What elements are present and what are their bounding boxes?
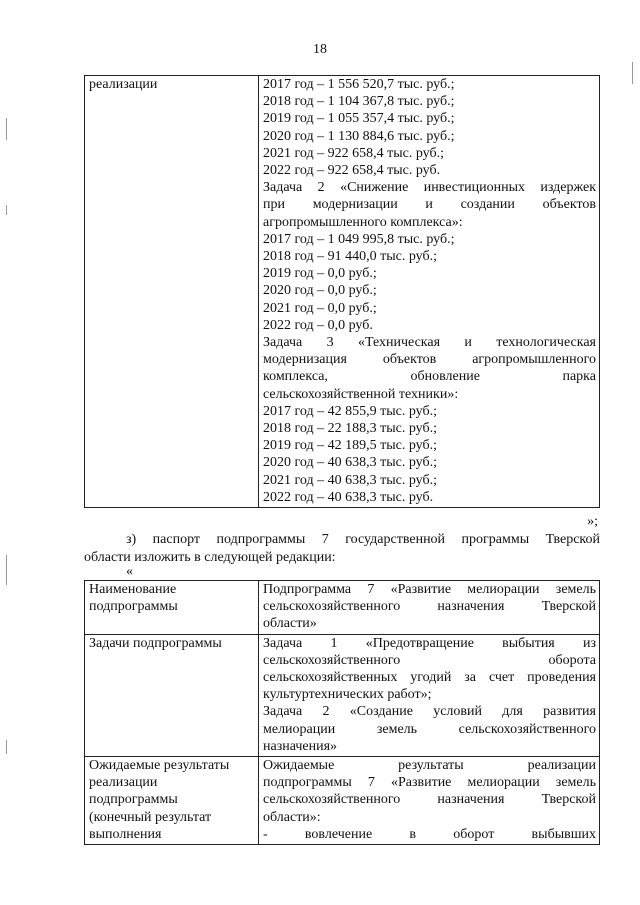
scan-edge-mark [6, 555, 7, 585]
page-number: 18 [313, 42, 327, 57]
row-label: реализации [85, 76, 259, 508]
value-line: мелиорации земель сельскохозяйственного [263, 721, 596, 737]
opening-quote: « [126, 564, 133, 579]
funding-line: 2021 год – 0,0 руб.; [263, 300, 377, 316]
label-line: подпрограммы [89, 792, 178, 808]
label-line: реализации [89, 775, 158, 791]
value-line: Подпрограмма 7 «Развитие мелиорации земель [263, 582, 596, 597]
value-line: подпрограммы 7 «Развитие мелиорации земель [263, 775, 596, 791]
value-line: сельскохозяйственного оборота [263, 652, 596, 668]
task-heading-line: сельскохозяйственной техники»: [263, 386, 459, 402]
funding-line: 2022 год – 922 658,4 тыс. руб. [263, 163, 441, 179]
funding-line: 2020 год – 40 638,3 тыс. руб.; [263, 455, 437, 471]
label-line: (конечный результат [89, 809, 212, 825]
value-line: культуртехнических работ»; [263, 687, 432, 703]
task-heading-line: при модернизации и создании объектов [263, 197, 596, 213]
value-line: Ожидаемые результаты реализации [263, 758, 596, 774]
row-value [259, 757, 600, 845]
label-line: Задачи подпрограммы [89, 635, 222, 651]
funding-line: 2017 год – 1 556 520,7 тыс. руб.; [263, 77, 455, 92]
funding-line: 2018 год – 1 104 367,8 тыс. руб.; [263, 94, 455, 110]
funding-line: 2018 год – 22 188,3 тыс. руб.; [263, 421, 437, 437]
funding-line: 2021 год – 922 658,4 тыс. руб.; [263, 145, 444, 161]
value-line: Задача 1 «Предотвращение выбытия из [263, 635, 596, 651]
task-heading-line: Задача 2 «Снижение инвестиционных издержек [263, 180, 596, 196]
funding-line: 2020 год – 1 130 884,6 тыс. руб.; [263, 128, 455, 144]
row-label [85, 581, 259, 635]
funding-line: 2019 год – 1 055 357,4 тыс. руб.; [263, 111, 455, 127]
funding-line: 2019 год – 0,0 руб.; [263, 266, 377, 282]
amendment-paragraph [84, 531, 600, 567]
label-line: подпрограммы [89, 599, 178, 615]
scan-edge-mark [632, 62, 633, 84]
task-heading-line: Задача 3 «Техническая и технологическая [263, 335, 596, 351]
scan-edge-mark [6, 118, 7, 140]
value-line: Задача 2 «Создание условий для развития [263, 704, 596, 720]
funding-line: 2017 год – 42 855,9 тыс. руб.; [263, 403, 437, 419]
row-value [259, 634, 600, 756]
paragraph-line: области изложить в следующей редакции: [84, 550, 336, 565]
value-line: сельскохозяйственного назначения Тверской [263, 599, 596, 615]
paragraph-line: з) паспорт подпрограммы 7 государственной программы Тверской [126, 532, 600, 547]
subprogram-passport-table [84, 580, 600, 845]
funding-line: 2021 год – 40 638,3 тыс. руб.; [263, 472, 437, 488]
funding-line: 2019 год – 42 189,5 тыс. руб.; [263, 438, 437, 454]
label-line: Ожидаемые результаты [89, 758, 230, 774]
row-value [259, 581, 600, 635]
task-heading-line: модернизация объектов агропромышленного [263, 352, 596, 368]
label-line: Наименование [89, 582, 177, 597]
scan-edge-mark [6, 740, 7, 754]
value-line: области» [263, 616, 317, 632]
value-line: области»: [263, 809, 321, 825]
funding-by-year-cell [259, 76, 600, 508]
table-row [85, 581, 600, 635]
closing-quote: »; [587, 514, 598, 529]
scan-edge-mark [6, 205, 7, 215]
task-heading-line: комплекса, обновление парка [263, 369, 596, 385]
funding-table-continuation [84, 75, 600, 508]
table-row [85, 757, 600, 845]
funding-line: 2020 год – 0,0 руб.; [263, 283, 377, 299]
table-row [85, 76, 600, 508]
table-row [85, 634, 600, 756]
value-line: сельскохозяйственного назначения Тверской [263, 792, 596, 808]
row-label [85, 634, 259, 756]
value-line: - вовлечение в оборот выбывших [263, 826, 596, 842]
funding-line: 2022 год – 0,0 руб. [263, 317, 373, 333]
value-line: назначения» [263, 738, 338, 754]
row-label [85, 757, 259, 845]
value-line: сельскохозяйственных угодий за счет проведения [263, 670, 596, 686]
label-line: выполнения [89, 826, 162, 842]
funding-line: 2018 год – 91 440,0 тыс. руб.; [263, 249, 437, 265]
funding-line: 2017 год – 1 049 995,8 тыс. руб.; [263, 231, 455, 247]
task-heading-line: агропромышленного комплекса»: [263, 214, 463, 230]
funding-line: 2022 год – 40 638,3 тыс. руб. [263, 489, 434, 505]
